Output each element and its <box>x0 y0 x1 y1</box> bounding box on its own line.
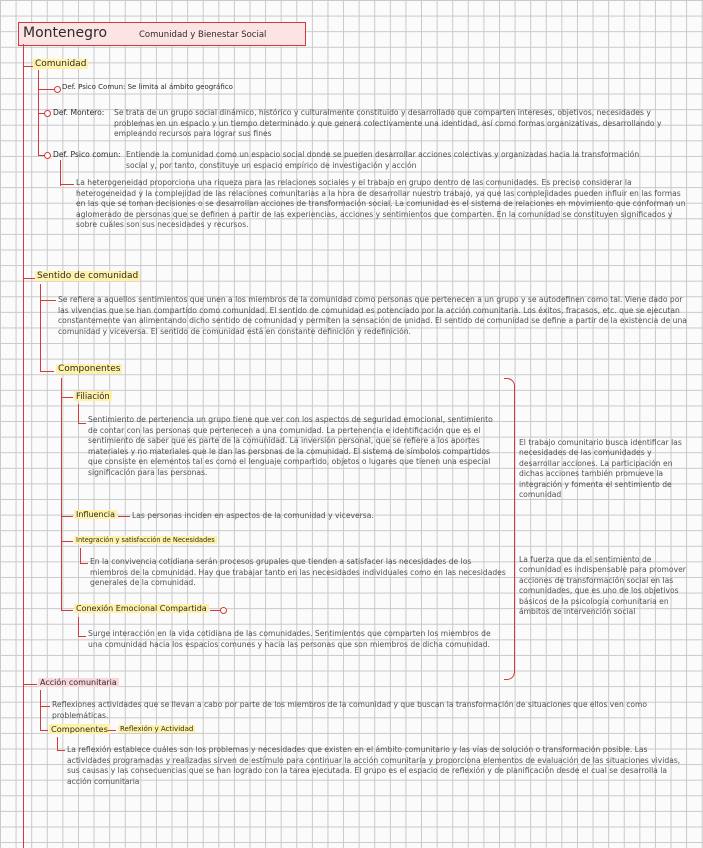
integracion-heading: Integración y satisfacción de Necesidades <box>76 536 215 544</box>
filiacion-heading: Filiación <box>76 391 110 401</box>
branch-line <box>78 617 79 637</box>
bracket-right <box>504 378 515 680</box>
connector <box>78 423 86 424</box>
branch-line <box>80 548 81 564</box>
reflexion-text: La reflexión establece cuáles son los problemas y necesidades que existen en el ámbito comunitario y las vías de solución o transformación posible. Las actividades programadas y realizadas sirven de estímulo para continuar la acción comunitaria y proporciona elementos de evaluación de las situaciones vividas, sus causas y las consecuencias que se han logrado con la tarea ejecutada. El grupo es el espacio de reflexión y de planificación desde el cual se desarrolla la acción comunitaria <box>67 745 681 786</box>
connector <box>40 300 56 301</box>
heterogeneidad-text: La heterogeneidad proporciona una riqueza para las relaciones sociales y el trabajo en grupo dentro de las comunidades. Es preciso considerar la heterogeneidad y la complejidad de las relaciones comunitarias a la hora de desarrollar nuestro trabajo, ya que las complejidades pueden influir en las formas en las que se toman decisiones o se desarrollan acciones de transformación social. La comunidad es el sistema de relaciones en movimiento que conforman un aglomerado de personas que se definen a partir de las experiencias, acciones y sentimientos que comparten. En la comunidad se constituyen significados y sobre cuáles son sus necesidades y recursos. <box>76 178 686 230</box>
connector <box>23 278 35 279</box>
sentido-text: Se refiere a aquellos sentimientos que unen a los miembros de la comunidad como personas que pertenecen a un grupo y se autodefinen como tal. Viene dado por las vivencias que se han compartido como comunidad. El sentido de comunidad es potenciado por la acción comunitaria. Los éxitos, fracasos, etc. que se ejecutan constantemente van alimentando dicho sentido de comunidad y permiten la sensación de unidad. El sentido de comunidad se define a partir de la existencia de una comunidad y viceversa. El sentido de comunidad está en constante definición y redefinición. <box>58 295 687 336</box>
branch-line <box>40 284 41 372</box>
connector <box>61 610 73 611</box>
main-spine-line <box>23 44 24 848</box>
connector <box>61 397 73 398</box>
componentes-heading-accion: Componentes <box>51 724 108 734</box>
filiacion-text: Sentimiento de pertenencia un grupo tiene que ver con los aspectos de seguridad emocional, sentimiento de contar con las personas que pertenecen a una comunidad. La pertenencia e identificación que es el sentimiento de saber que es parte de la comunidad. La inversión personal, que se refiere a los aportes materiales y no materiales que le dan las personas de la comunidad. El sistema de símbolos compartidos que consiste en elementos tal es como el lenguaje compartido, objetos o lugares que tienen una especial significación para las personas. <box>88 415 493 477</box>
connector <box>61 541 73 542</box>
def-psico-comun-label: Def. Psico comun: <box>53 150 121 159</box>
branch-line <box>61 378 62 610</box>
connector <box>80 563 88 564</box>
accion-text: Reflexiones actividades que se llevan a cabo por parte de los miembros de la comunidad y que buscan la transformación de situaciones que ellos ven como problemáticas. <box>52 700 648 720</box>
connector <box>118 516 130 517</box>
connector <box>108 730 116 731</box>
connector <box>40 730 48 731</box>
def-psico-comun-short: Def. Psico Comun: Se limita al ámbito geográfico <box>62 83 233 91</box>
section-heading-sentido: Sentido de comunidad <box>37 271 139 281</box>
section-heading-comunidad: Comunidad <box>35 59 87 69</box>
connector <box>78 636 86 637</box>
connector <box>60 184 74 185</box>
def-montero: Def. Montero: <box>53 108 105 117</box>
influencia-text: Las personas inciden en aspectos de la comunidad y viceversa. <box>132 511 374 520</box>
conexion-text: Surge interacción en la vida cotidiana de las comunidades. Sentimientos que comparten los miembros de una comunidad hacia los espacios comunes y hacia las personas que son miembros de dicha comunidad. <box>88 629 491 649</box>
section-heading-accion: Acción comunitaria <box>40 678 117 687</box>
side-note-1: El trabajo comunitario busca identificar las necesidades de las comunidades y desarrollar acciones. La participación en dichas acciones también promueve la integración y fomenta el sentimiento de comunidad <box>519 438 682 500</box>
side-note-2: La fuerza que da el sentimiento de comunidad es indispensable para promover acciones de transformación social en las comunidades, que es uno de los objetivos básicos de la psicología comunitaria en ámbitos de intervención social <box>519 555 686 617</box>
bullet-dot <box>44 110 51 117</box>
connector <box>57 750 65 751</box>
title-box <box>18 22 306 46</box>
branch-line <box>57 737 58 751</box>
connector <box>40 706 50 707</box>
connector <box>61 516 73 517</box>
connector <box>23 66 33 67</box>
connector <box>23 684 37 685</box>
branch-line <box>78 404 79 424</box>
page-subtitle: Comunidad y Bienestar Social <box>139 30 267 40</box>
branch-line <box>40 690 41 730</box>
branch-line <box>60 160 61 186</box>
componentes-heading-sentido: Componentes <box>58 364 121 374</box>
connector <box>40 371 54 372</box>
conexion-heading: Conexión Emocional Compartida <box>76 604 207 613</box>
integracion-text: En la convivencia cotidiana serán procesos grupales que tienden a satisfacer las necesidades de los miembros de la comunidad. Hay que trabajar tanto en las necesidades individuales como en las necesidades generales de la comunidad. <box>90 557 506 588</box>
influencia-heading: Influencia <box>76 510 116 519</box>
bullet-dot <box>44 152 51 159</box>
page-title: Montenegro <box>23 25 108 41</box>
def-psico-comun-text: Entiende la comunidad como un espacio social donde se pueden desarrollar acciones colectivas y organizadas hacia la transformación social y, por tanto, constituye un espacio empírico de investigación y acción <box>126 150 640 170</box>
reflexion-heading: Reflexión y Actividad <box>120 725 194 733</box>
bullet-dot <box>220 607 227 614</box>
bullet-dot <box>54 86 61 93</box>
def-montero-text: Se trata de un grupo social dinámico, histórico y culturalmente constituido y desarrollado que comparten intereses, objetivos, necesidades y problemas en un espacio y un tiempo determinado y que genera colectivamente una identidad, así como formas organizativas, desarrollando y empleando recursos para lograr sus fines <box>114 108 662 139</box>
